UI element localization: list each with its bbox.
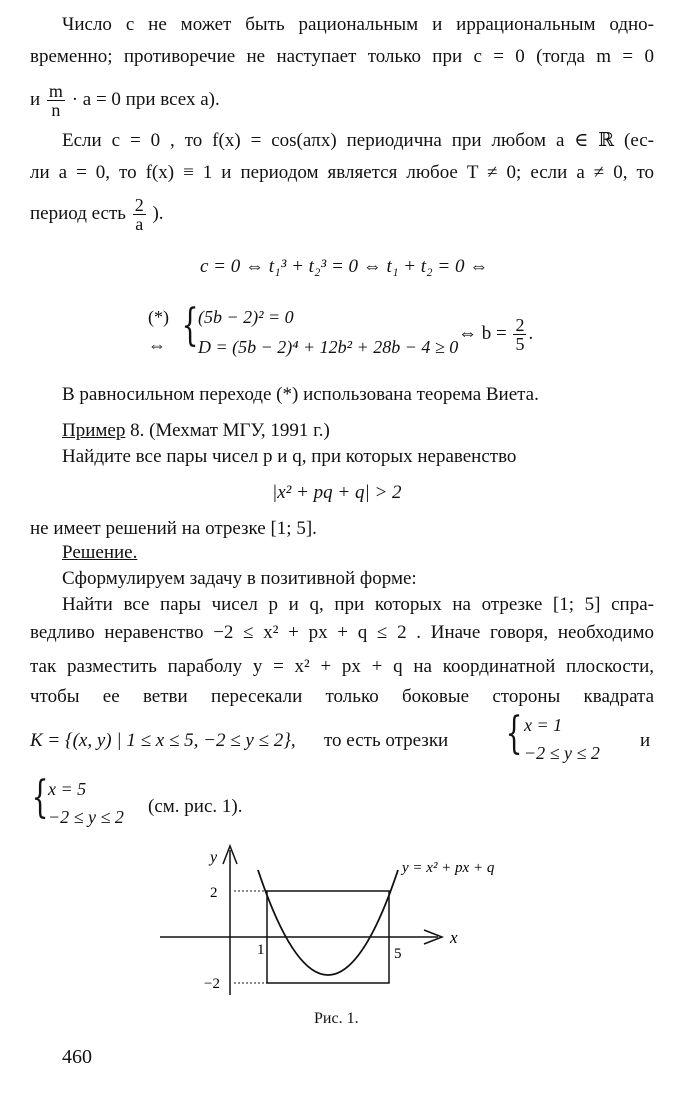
para1-line3 bbox=[30, 82, 220, 119]
frac-den: n bbox=[51, 100, 61, 120]
equation-1: c = 0 ⇔ t₁³ + t₂³ = 0 ⇔ t₁ + t₂ = 0 ⇔ bbox=[200, 256, 489, 277]
para2-line3-pre: период есть bbox=[30, 202, 126, 224]
condition-line: не имеет решений на отрезке [1; 5]. bbox=[30, 518, 317, 539]
task-line: Найдите все пары чисел p и q, при которых неравенство bbox=[62, 446, 517, 467]
see-figure: (см. рис. 1). bbox=[148, 796, 243, 817]
para2-line1: Если c = 0 , то f(x) = cos(aπx) периодична при любом a ∈ ℝ (ес- bbox=[62, 130, 654, 151]
para2-line3 bbox=[30, 196, 164, 233]
system-a-brace: { bbox=[505, 708, 523, 759]
figure-caption: Рис. 1. bbox=[314, 1010, 359, 1027]
system-b-brace: { bbox=[31, 772, 49, 823]
para1-line2: временно; противоречие не наступает только при c = 0 (тогда m = 0 bbox=[30, 46, 654, 67]
fraction-2-5 bbox=[513, 316, 526, 353]
system-a-row2: −2 ≤ y ≤ 2 bbox=[524, 743, 600, 763]
page-number: 460 bbox=[62, 1046, 92, 1068]
frac-num: 2 bbox=[515, 315, 525, 335]
curve-label: y = x² + px + q bbox=[402, 860, 495, 876]
example-line bbox=[62, 420, 330, 442]
tick-1: 1 bbox=[257, 942, 265, 958]
fraction-2-a bbox=[133, 196, 146, 233]
system-row1: (5b − 2)² = 0 bbox=[198, 307, 294, 327]
frac-den: 5 bbox=[515, 334, 525, 354]
solution-line5: чтобы ее ветви пересекали только боковые стороны квадрата bbox=[30, 686, 654, 707]
segments-text: то есть отрезки bbox=[324, 730, 449, 751]
system-row2: D = (5b − 2)⁴ + 12b² + 28b − 4 ≥ 0 bbox=[198, 337, 459, 357]
result-post: . bbox=[528, 322, 534, 344]
frac-num: m bbox=[48, 81, 63, 101]
tick-minus-2: −2 bbox=[204, 976, 220, 992]
frac-num: 2 bbox=[134, 195, 144, 215]
example-rest: 8. (Мехмат МГУ, 1991 г.) bbox=[125, 420, 330, 441]
solution-label: Решение. bbox=[62, 542, 138, 563]
system-b-row1: x = 5 bbox=[48, 779, 87, 799]
para2-line2: ли a = 0, то f(x) ≡ 1 и периодом является любое T ≠ 0; если a ≠ 0, то bbox=[30, 162, 654, 183]
system-arrow: ⇔ bbox=[148, 335, 166, 355]
parabola-curve bbox=[258, 870, 398, 975]
system-b-row2: −2 ≤ y ≤ 2 bbox=[48, 807, 124, 827]
system-label: (*) bbox=[148, 307, 169, 327]
para2-line3-post: ). bbox=[152, 202, 164, 224]
solution-line4: так разместить параболу y = x² + px + q на координатной плоскости, bbox=[30, 656, 654, 677]
and-word: и bbox=[640, 730, 651, 751]
vieta-line: В равносильном переходе (*) использована теорема Виета. bbox=[62, 384, 539, 405]
example-label: Пример bbox=[62, 420, 126, 441]
tick-2: 2 bbox=[210, 885, 218, 901]
inequality: |x² + pq + q| > 2 bbox=[272, 482, 402, 503]
result-pre: ⇔ b = bbox=[458, 322, 507, 344]
x-label: x bbox=[450, 928, 458, 947]
para1-line3-pre: и bbox=[30, 88, 41, 110]
y-label: y bbox=[210, 849, 218, 866]
system-a-row1: x = 1 bbox=[524, 715, 563, 735]
frac-den: a bbox=[135, 214, 144, 234]
system-result bbox=[458, 316, 533, 353]
square-set: K = {(x, y) | 1 ≤ x ≤ 5, −2 ≤ y ≤ 2}, bbox=[30, 730, 296, 751]
solution-line2: Найти все пары чисел p и q, при которых на отрезке [1; 5] спра- bbox=[62, 594, 654, 615]
system-brace: { bbox=[181, 300, 199, 351]
figure-parabola bbox=[150, 840, 550, 1000]
fraction-m-n bbox=[47, 82, 65, 119]
para1-line3-post: · a = 0 при всех a). bbox=[71, 88, 220, 110]
solution-line1: Сформулируем задачу в позитивной форме: bbox=[62, 568, 417, 589]
para1-line1: Число c не может быть рациональным и иррациональным одно- bbox=[62, 14, 654, 35]
tick-5: 5 bbox=[394, 946, 402, 962]
solution-line3: ведливо неравенство −2 ≤ x² + px + q ≤ 2 . Иначе говоря, необходимо bbox=[30, 622, 654, 643]
